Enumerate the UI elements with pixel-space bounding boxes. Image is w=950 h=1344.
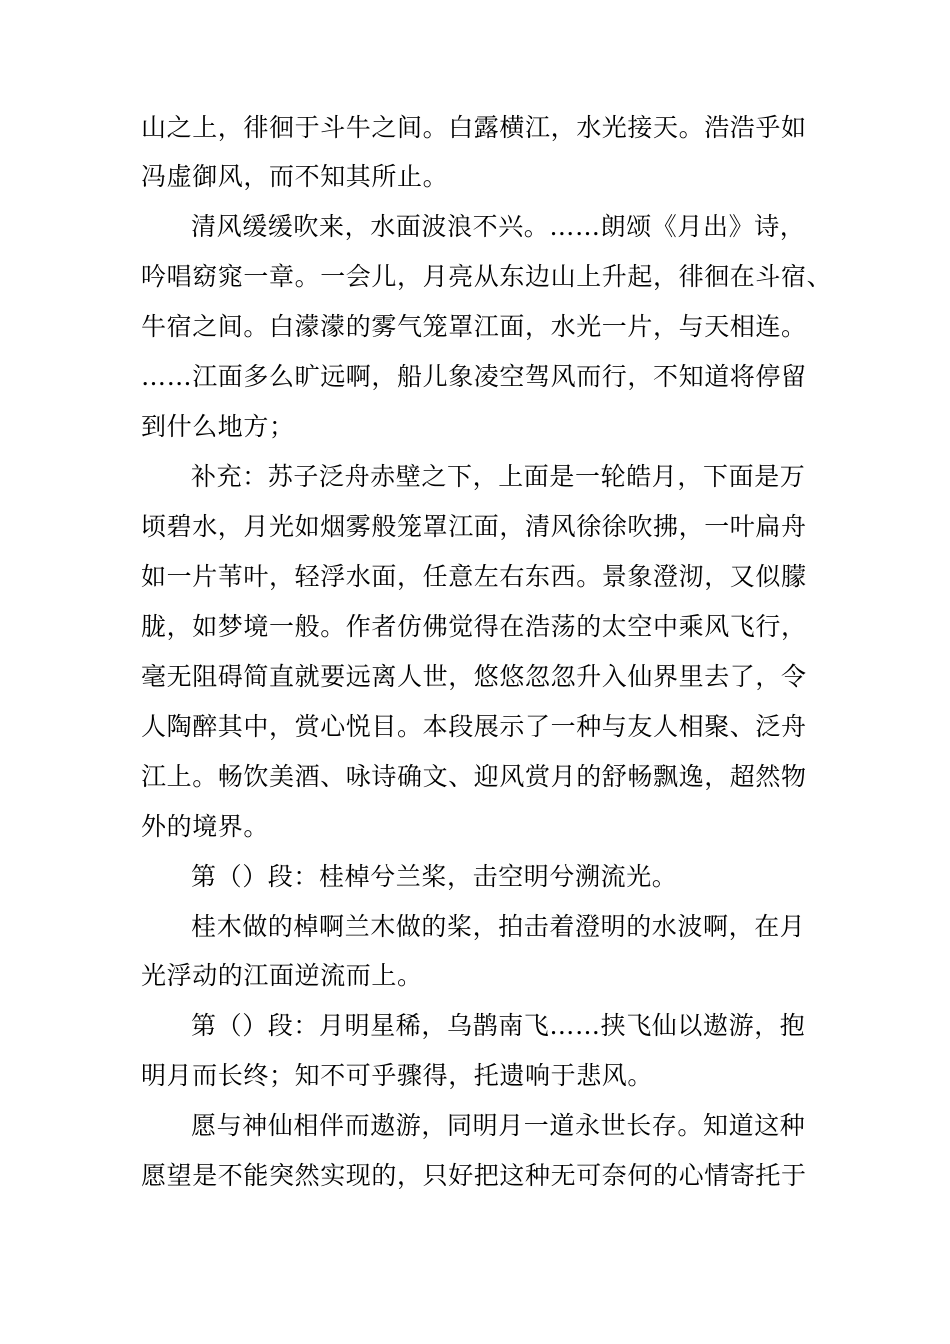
text-line: ……江面多么旷远啊，船儿象凌空驾风而行，不知道将停留 — [141, 362, 807, 391]
text-line: 吟唱窈窕一章。一会儿，月亮从东边山上升起，徘徊在斗宿、 — [141, 262, 833, 291]
text-line: 山之上，徘徊于斗牛之间。白露横江，水光接天。浩浩乎如 — [141, 113, 807, 142]
text-line: 如一片苇叶，轻浮水面，任意左右东西。景象澄沏，又似朦 — [141, 562, 807, 591]
text-line: 光浮动的江面逆流而上。 — [141, 961, 423, 990]
text-line: 江上。畅饮美酒、咏诗确文、迎风赏月的舒畅飘逸，超然物 — [141, 762, 807, 791]
paragraph-start-line: 清风缓缓吹来，水面波浪不兴。……朗颂《月出》诗， — [191, 212, 806, 241]
text-line: 人陶醉其中，赏心悦目。本段展示了一种与友人相聚、泛舟 — [141, 712, 807, 741]
text-line: 明月而长终；知不可乎骤得，托遗响于悲风。 — [141, 1061, 654, 1090]
text-line: 到什么地方； — [141, 412, 295, 441]
text-line: 顷碧水，月光如烟雾般笼罩江面，清风徐徐吹拂，一叶扁舟 — [141, 512, 807, 541]
paragraph-start-line: 补充：苏子泛舟赤壁之下，上面是一轮皓月，下面是万 — [191, 462, 806, 491]
text-line: 牛宿之间。白濛濛的雾气笼罩江面，水光一片，与天相连。 — [141, 312, 807, 341]
paragraph-start-line: 愿与神仙相伴而遨游，同明月一道永世长存。知道这种 — [191, 1111, 806, 1140]
text-line: 胧，如梦境一般。作者仿佛觉得在浩荡的太空中乘风飞行， — [141, 612, 807, 641]
text-line: 外的境界。 — [141, 812, 270, 841]
text-line: 毫无阻碍简直就要远离人世，悠悠忽忽升入仙界里去了，令 — [141, 662, 807, 691]
paragraph-start-line: 第（）段：月明星稀，乌鹊南飞……挟飞仙以遨游，抱 — [191, 1011, 806, 1040]
text-line: 愿望是不能突然实现的，只好把这种无可奈何的心情寄托于 — [141, 1161, 807, 1190]
paragraph-start-line: 第（）段：桂棹兮兰桨，击空明兮溯流光。 — [191, 862, 678, 891]
text-line: 冯虚御风，而不知其所止。 — [141, 162, 449, 191]
paragraph-start-line: 桂木做的棹啊兰木做的桨，拍击着澄明的水波啊，在月 — [191, 912, 806, 941]
